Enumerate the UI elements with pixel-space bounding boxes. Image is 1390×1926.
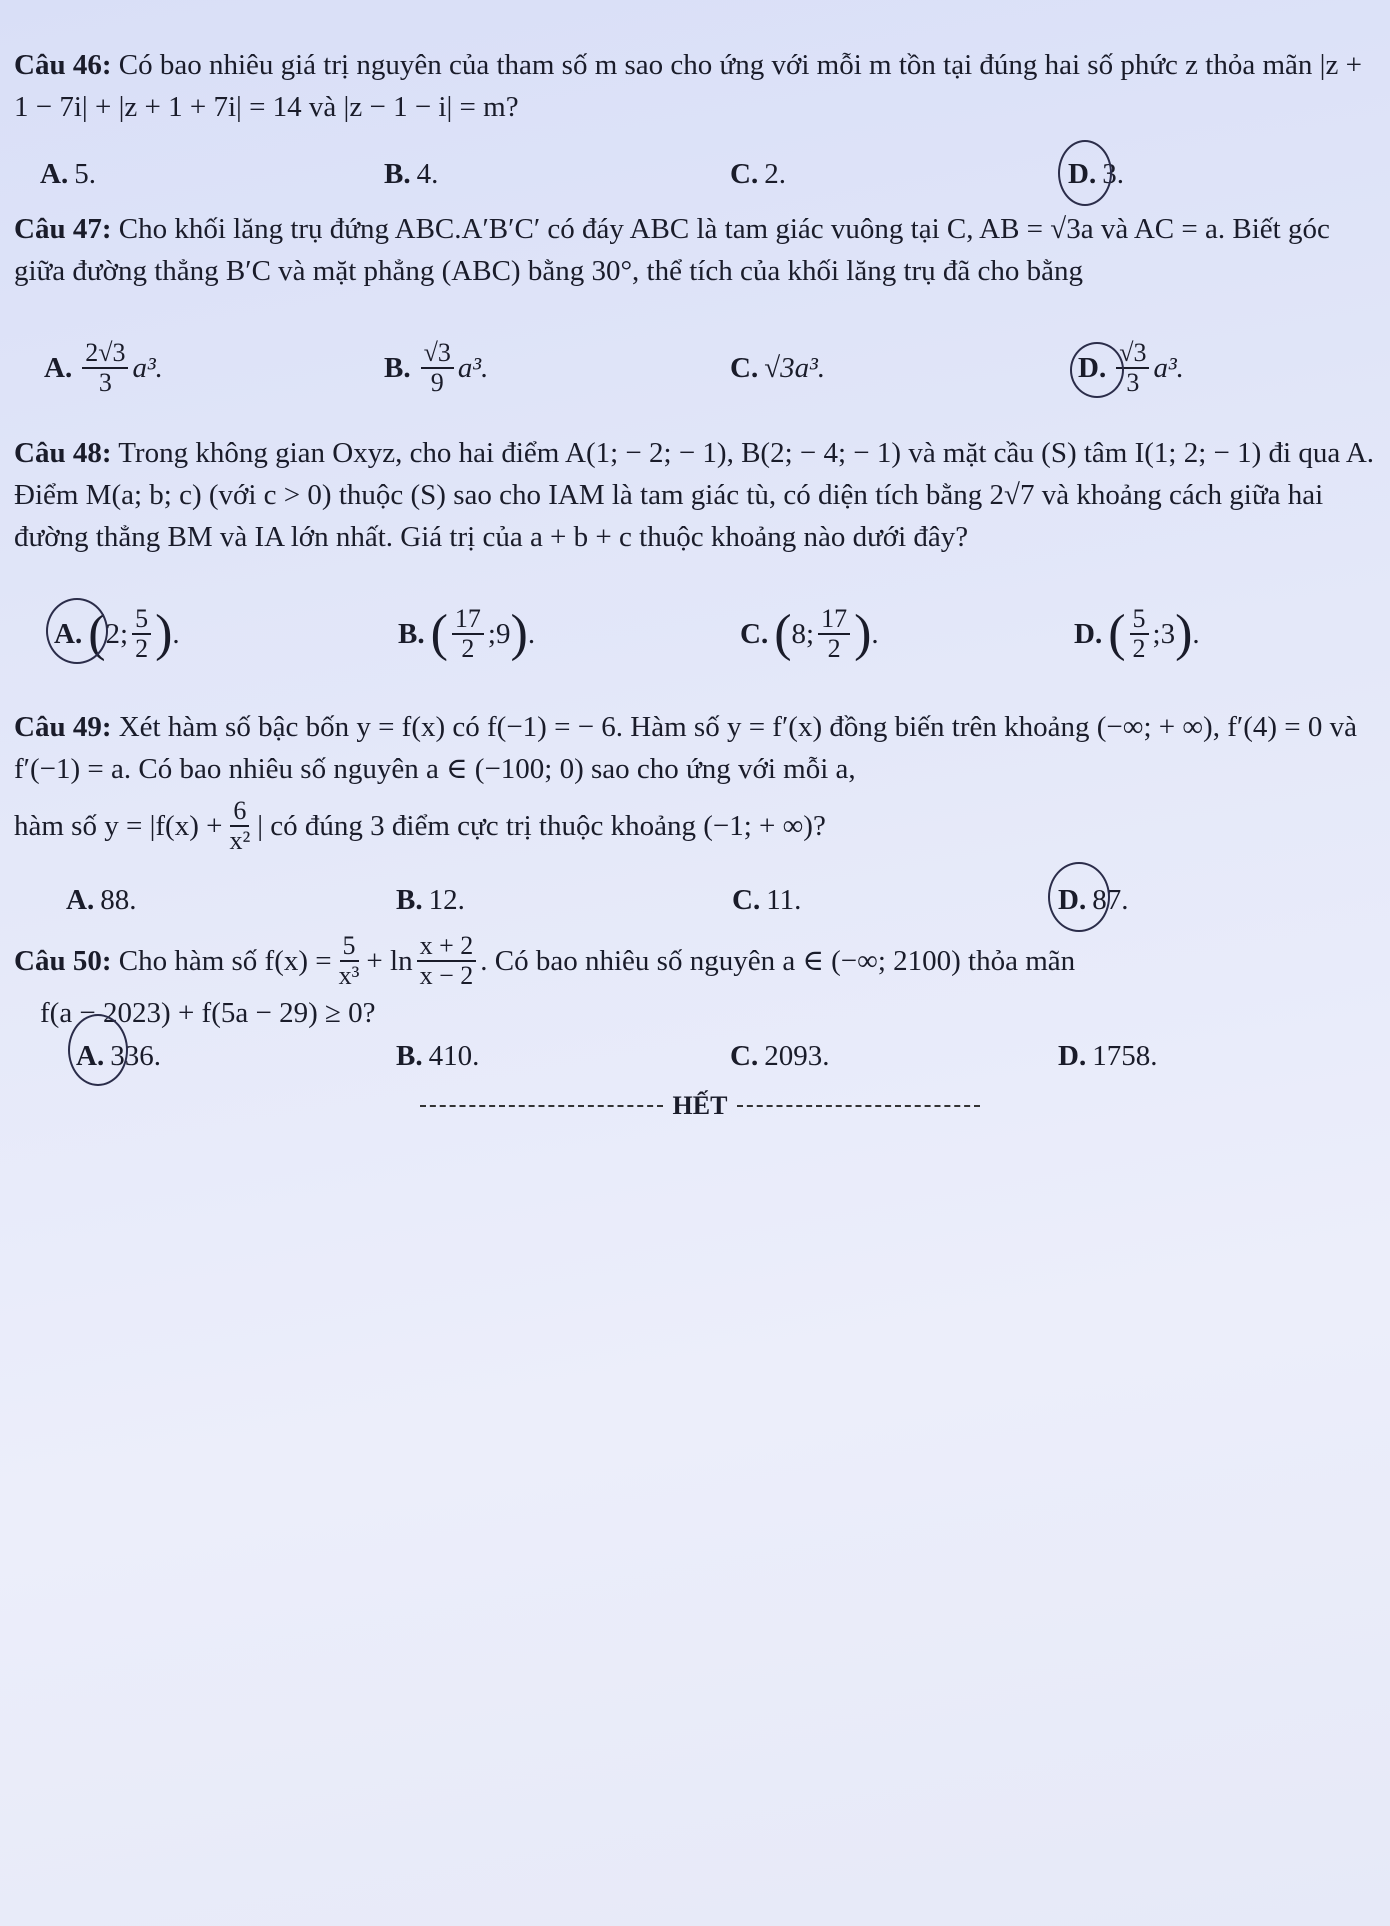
end-marker (420, 1091, 980, 1121)
option-d[interactable]: D. ( $\frac{5}{2}$ ;3 ) . (1074, 604, 1200, 663)
question-label: Câu 47: (14, 213, 112, 245)
question-49 (14, 706, 1379, 916)
options-row (14, 338, 1379, 398)
question-text-line-1: Câu 50: Cho hàm số f(x) = $\frac{5}{\text{x³}}$ + ln $\frac{x + 2}{x - 2}$ . Có bao nhiêu số nguyên a ∈ (−∞; 2100) thỏa mãn (14, 931, 1076, 990)
answer-circle-mark (1070, 342, 1124, 398)
option-c[interactable]: C. ( 8; $\frac{17}{2}$ ) . (740, 604, 879, 663)
option-a[interactable]: A. 88. (66, 884, 137, 916)
option-c[interactable]: C. √3a³. (730, 352, 826, 384)
question-47 (14, 208, 1379, 397)
question-label: Câu 49: (14, 711, 112, 743)
option-b[interactable]: B. 410. (396, 1040, 480, 1072)
question-text: Có bao nhiêu giá trị nguyên của tham số m sao cho ứng với mỗi m tồn tại đúng hai số phức z thỏa mãn |z + 1 − 7i| + |z + 1 + 7i| = 14 và |z − 1 − i| = m? (14, 49, 1362, 123)
question-48 (14, 432, 1379, 663)
option-b[interactable]: B. 4. (384, 158, 439, 190)
question-text-line-2: hàm số y = |f(x) + $\frac{6}{\text{x²}}$ | có đúng 3 điểm cực trị thuộc khoảng (−1; + ∞)? (14, 796, 826, 855)
option-b[interactable]: B. $\frac{√3}{9}$ a³. (384, 338, 489, 397)
option-c[interactable]: C. 2. (730, 158, 786, 190)
answer-circle-mark (1058, 140, 1112, 206)
options-row (14, 144, 1379, 204)
options-row (14, 1026, 1379, 1086)
question-text-line-2: f(a − 2023) + f(5a − 29) ≥ 0? (40, 997, 376, 1029)
end-text: HẾT (672, 1091, 728, 1120)
option-a[interactable]: A. $\frac{2√3}{3}$ a³. (44, 338, 163, 397)
option-a[interactable]: A. ( 2; $\frac{5}{2}$ ) . (54, 604, 180, 663)
option-b[interactable]: B. ( $\frac{17}{2}$ ;9 ) . (398, 604, 536, 663)
answer-circle-mark (46, 598, 108, 664)
option-d[interactable]: D. $\frac{√3}{3}$ a³. (1078, 338, 1184, 397)
question-46 (14, 44, 1379, 190)
question-50 (14, 930, 1379, 1072)
option-d[interactable]: D. 1758. (1058, 1040, 1158, 1072)
divider (420, 1105, 663, 1107)
option-c[interactable]: C. 11. (732, 884, 802, 916)
question-label: Câu 48: (14, 437, 112, 469)
question-text: Cho khối lăng trụ đứng ABC.A′B′C′ có đáy ABC là tam giác vuông tại C, AB = √3a và AC = a. Biết góc giữa đường thẳng B′C và mặt phẳng (ABC) bằng 30°, thể tích của khối lăng trụ đã cho bằng (14, 213, 1330, 287)
answer-circle-mark (68, 1014, 128, 1086)
option-d[interactable]: D. 3. (1068, 158, 1124, 190)
divider (737, 1105, 980, 1107)
option-c[interactable]: C. 2093. (730, 1040, 830, 1072)
options-row (14, 870, 1379, 930)
options-row (14, 604, 1379, 664)
option-a[interactable]: A. 336. (76, 1040, 161, 1072)
question-text: Trong không gian Oxyz, cho hai điểm A(1; − 2; − 1), B(2; − 4; − 1) và mặt cầu (S) tâm I(1; 2; − 1) đi qua A. Điểm M(a; b; c) (với c > 0) thuộc (S) sao cho IAM là tam giác tù, có diện tích bằng 2√7 và khoảng cách giữa hai đường thẳng BM và IA lớn nhất. Giá trị của a + b + c thuộc khoảng nào dưới đây? (14, 437, 1375, 553)
option-b[interactable]: B. 12. (396, 884, 465, 916)
question-label: Câu 46: (14, 49, 112, 81)
option-d[interactable]: D. 87. (1058, 884, 1129, 916)
answer-circle-mark (1048, 862, 1110, 932)
question-text: Xét hàm số bậc bốn y = f(x) có f(−1) = − 6. Hàm số y = f′(x) đồng biến trên khoảng (−∞; + ∞), f′(4) = 0 và f′(−1) = a. Có bao nhiêu số nguyên a ∈ (−100; 0) sao cho ứng với mỗi a, (14, 711, 1357, 785)
option-a[interactable]: A. 5. (40, 158, 96, 190)
